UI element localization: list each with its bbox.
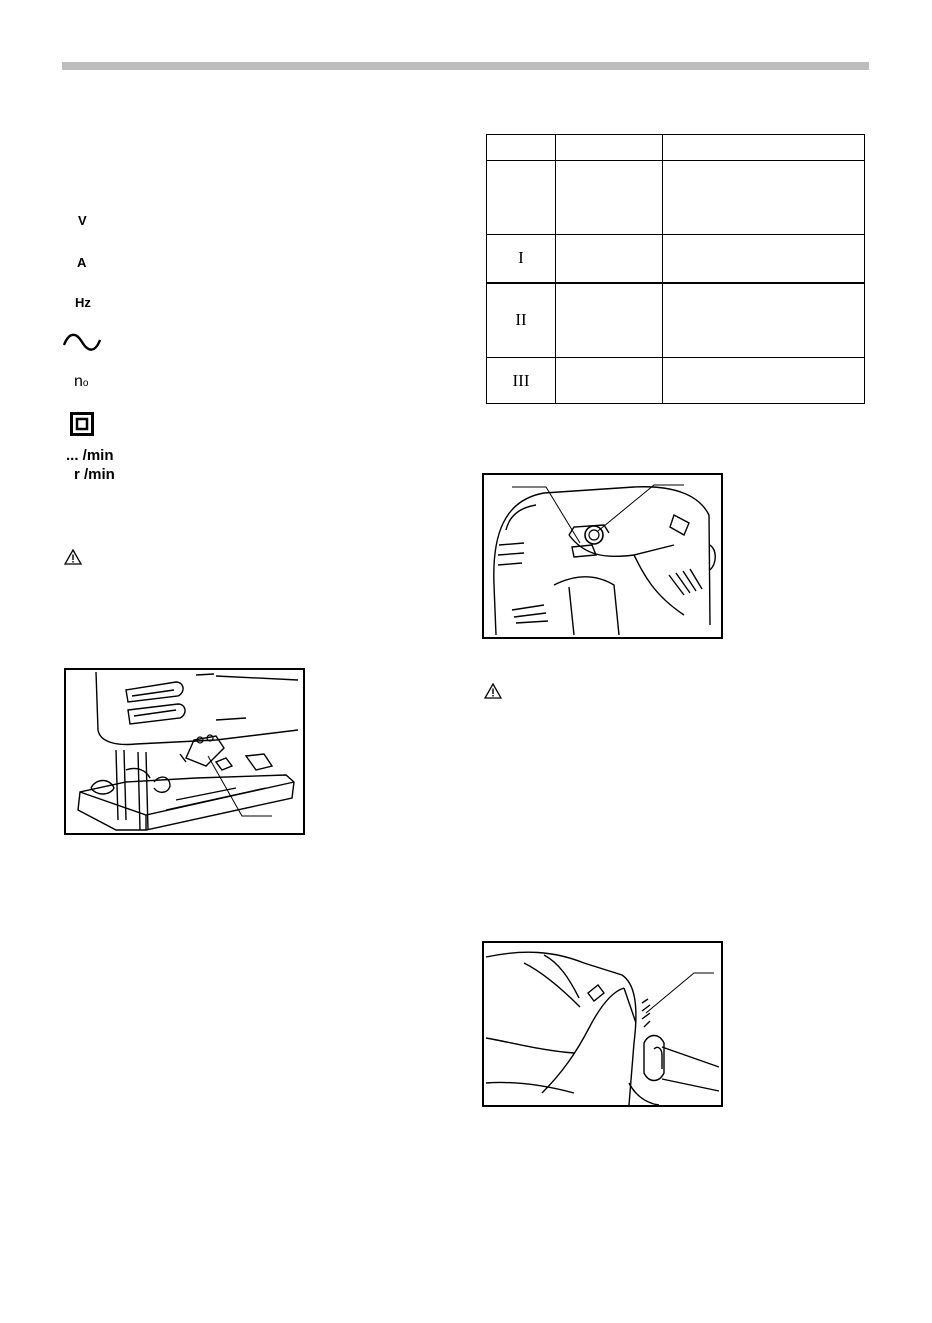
table-cell bbox=[663, 358, 865, 404]
table-cell-position: I bbox=[487, 235, 556, 283]
table-cell-position: II bbox=[487, 283, 556, 358]
table-row bbox=[487, 358, 865, 404]
tool-illustration bbox=[66, 670, 303, 833]
tool-illustration bbox=[484, 475, 721, 637]
table-header-row bbox=[487, 135, 865, 161]
figure-switch-lock-button bbox=[482, 473, 723, 639]
table-row bbox=[487, 161, 865, 235]
warning-triangle-icon bbox=[484, 683, 502, 699]
table-header-cell bbox=[487, 135, 556, 161]
table-cell bbox=[556, 358, 663, 404]
table-header-cell bbox=[556, 135, 663, 161]
table-cell bbox=[556, 283, 663, 358]
table-cell bbox=[556, 161, 663, 235]
table-cell bbox=[663, 283, 865, 358]
symbol-hertz: Hz bbox=[75, 295, 91, 310]
warning-triangle-icon bbox=[64, 549, 82, 565]
symbol-volts: V bbox=[78, 213, 87, 228]
header-rule bbox=[62, 62, 869, 70]
table-cell-position: III bbox=[487, 358, 556, 404]
symbol-no-load-speed: no bbox=[74, 373, 89, 390]
orbital-action-table bbox=[486, 134, 865, 404]
symbol-amperes: A bbox=[77, 255, 87, 270]
table-cell bbox=[556, 235, 663, 283]
table-row bbox=[487, 283, 865, 358]
symbol-revolutions-per-minute: r /min bbox=[74, 466, 115, 483]
table-cell-position bbox=[487, 161, 556, 235]
table-cell bbox=[663, 235, 865, 283]
ac-current-icon bbox=[62, 332, 102, 354]
table-row bbox=[487, 235, 865, 283]
double-insulation-icon bbox=[70, 412, 94, 436]
table-header-cell bbox=[663, 135, 865, 161]
table-cell bbox=[663, 161, 865, 235]
figure-cutting-action-lever bbox=[64, 668, 305, 835]
symbol-per-minute: ... /min bbox=[66, 447, 114, 464]
figure-speed-adjusting-dial bbox=[482, 941, 723, 1107]
tool-illustration bbox=[484, 943, 721, 1105]
